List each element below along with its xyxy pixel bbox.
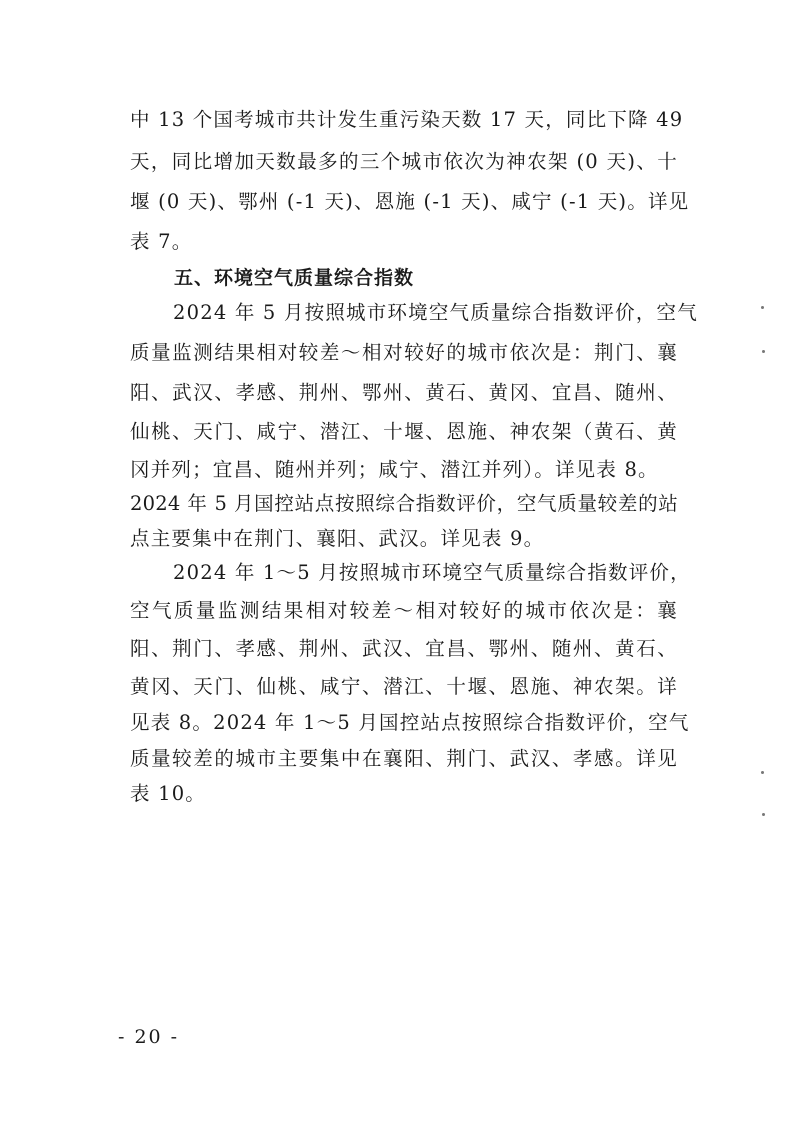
paragraph-3-line-7: 表 10。 xyxy=(130,782,207,805)
section-heading: 五、环境空气质量综合指数 xyxy=(174,267,415,289)
scan-artifact xyxy=(761,306,764,309)
paragraph-3-line-5: 见表 8。2024 年 1～5 月国控站点按照综合指数评价，空气 xyxy=(130,711,690,734)
scan-artifact xyxy=(762,350,765,353)
paragraph-3-line-3: 阳、荆门、孝感、荆州、武汉、宜昌、鄂州、随州、黄石、 xyxy=(130,637,678,660)
paragraph-3-line-6: 质量较差的城市主要集中在襄阳、荆门、武汉、孝感。详见 xyxy=(130,747,678,770)
paragraph-2-line-1: 2024 年 5 月按照城市环境空气质量综合指数评价，空气 xyxy=(173,301,698,324)
paragraph-2-line-2: 质量监测结果相对较差～相对较好的城市依次是：荆门、襄 xyxy=(130,341,678,364)
paragraph-2-line-4: 仙桃、天门、咸宁、潜江、十堰、恩施、神农架（黄石、黄 xyxy=(130,420,678,443)
paragraph-2-line-6: 2024 年 5 月国控站点按照综合指数评价，空气质量较差的站 xyxy=(130,492,678,515)
paragraph-3-line-2: 空气质量监测结果相对较差～相对较好的城市依次是：襄 xyxy=(130,599,678,622)
paragraph-1-line-2: 天，同比增加天数最多的三个城市依次为神农架 (0 天)、十 xyxy=(130,150,678,173)
scan-artifact xyxy=(762,813,765,816)
paragraph-1-line-3: 堰 (0 天)、鄂州 (-1 天)、恩施 (-1 天)、咸宁 (-1 天)。详见 xyxy=(130,190,690,213)
paragraph-2-line-5: 冈并列；宜昌、随州并列；咸宁、潜江并列）。详见表 8。 xyxy=(130,458,659,481)
paragraph-1-line-4: 表 7。 xyxy=(130,230,193,253)
paragraph-3-line-4: 黄冈、天门、仙桃、咸宁、潜江、十堰、恩施、神农架。详 xyxy=(130,675,678,698)
paragraph-1-line-1: 中 13 个国考城市共计发生重污染天数 17 天，同比下降 49 xyxy=(130,108,684,131)
paragraph-2-line-7: 点主要集中在荆门、襄阳、武汉。详见表 9。 xyxy=(130,527,545,550)
scan-artifact xyxy=(761,771,764,774)
page-number: - 20 - xyxy=(118,1026,180,1048)
paragraph-2-line-3: 阳、武汉、孝感、荆州、鄂州、黄石、黄冈、宜昌、随州、 xyxy=(130,381,678,404)
paragraph-3-line-1: 2024 年 1～5 月按照城市环境空气质量综合指数评价， xyxy=(173,561,691,584)
